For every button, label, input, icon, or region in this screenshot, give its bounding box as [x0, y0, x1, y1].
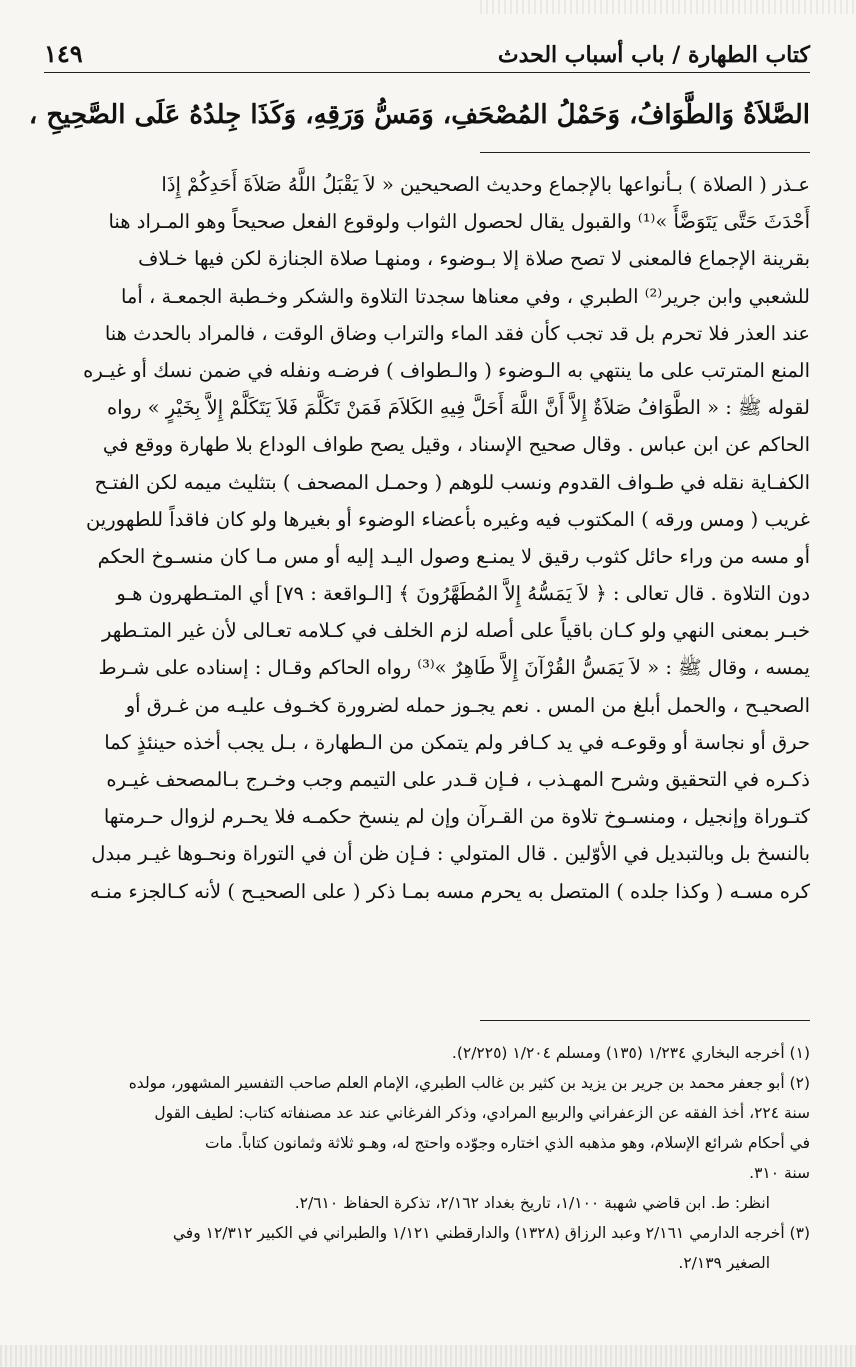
commentary-line: الكفـاية نقله في طـواف القدوم ونسب للوهم ( وحمـل المصحف ) بتثليث ميمه لكن الفتـح	[94, 470, 810, 494]
commentary-line: عـذر ( الصلاة ) بـأنواعها بالإجماع وحديث الصحيحين « لاَ يَقْبَلُ اللَّهُ صَلاَةَ أَحَدِكُمْ إِذَا	[161, 173, 810, 196]
commentary-line: الحاكم عن ابن عباس . وقال صحيح الإسناد ، وقيل يصح طواف الوداع بلا طهارة ووقع في	[102, 433, 810, 457]
commentary-line: يمسه ، وقال ﷺ : « لاَ يَمَسُّ القُرْآنَ إِلاَّ طَاهِرٌ »⁽³⁾ رواه الحاكم وقـال : إسناده على شـرط	[98, 656, 810, 680]
commentary-line: ذكـره في التحقيق وشرح المهـذب ، فـإن قـدر على التيمم وجب وخـرج بـالمصحف غيـره	[106, 768, 810, 791]
commentary-line: خبـر بمعنى النهي ولو كـان باقياً على أصله لزم الخلف في كـلامه تعـالى لأن غير المتـطهر	[102, 619, 810, 643]
matn-divider	[480, 152, 810, 153]
footnote-2-cont: سنة ٢٢٤، أخذ الفقه عن الزعفراني والربيع المرادي، وذكر الفرغاني عند عد مصنفاته كتاب: لطيف القول	[154, 1104, 810, 1122]
commentary-line: أَحْدَثَ حَتَّى يَتَوَضَّأَ »⁽¹⁾ والقبول يقال لحصول الثواب ولوقوع الفعل صحيحاً وهو المـراد هنا	[108, 210, 810, 234]
footnote-3-cont: الصغير ٢/١٣٩.	[678, 1254, 770, 1272]
commentary-line: غريب ( ومس ورقه ) المكتوب فيه وغيره بأعضاء الوضوء أو بغيرها ولو كان فاقداً للطهورين	[85, 507, 810, 531]
footnote-2-references: انظر: ط. ابن قاضي شهبة ١/١٠٠، تاريخ بغداد ٢/١٦٢، تذكرة الحفاظ ٢/٦١٠.	[294, 1194, 770, 1212]
footnote-divider	[480, 1020, 810, 1021]
commentary-line: عند العذر فلا تحرم بل قد تجب كأن فقد الماء والتراب وضاق الوقت ، فالمراد بالحدث هنا	[104, 321, 810, 345]
commentary-line: كتـوراة وإنجيل ، ومنسـوخ تلاوة من القـرآن وإن لم ينسخ حكمـه فلا يحـرم لزوال حـرمتها	[103, 805, 810, 829]
commentary-line: أو مسه من وراء حائل كثوب رقيق لا يمنـع وصول اليـد إليه أو مس مـا كان منسـوخ الحكم	[97, 544, 810, 568]
footnote-3: (٣) أخرجه الدارمي ٢/١٦١ وعبد الرزاق (١٣٢٨) والدارقطني ١/١٢١ والطبراني في الكبير ١٢/٣١٢ وفي	[172, 1224, 810, 1242]
commentary-line: كره مسـه ( وكذا جلده ) المتصل به يحرم مسه بمـا ذكر ( على الصحيـح ) لأنه كـالجزء منـه	[89, 879, 810, 903]
commentary-line: الصحيـح ، والحمل أبلغ من المس . نعم يجـوز حمله لضرورة كخـوف عليـه من غـرق أو	[125, 693, 810, 717]
commentary-line: المنع المترتب على ما ينتهي به الـوضوء ( والـطواف ) فرضـه ونفله في ضمن نسك أو غيـره	[83, 358, 810, 382]
page-header	[44, 28, 810, 73]
footnote-1: (١) أخرجه البخاري ١/٢٣٤ (١٣٥) ومسلم ١/٢٠٤ (٢/٢٢٥).	[451, 1044, 810, 1062]
page-number: ١٤٩	[44, 39, 83, 68]
commentary-line: لقوله ﷺ : « الطَّوَافُ صَلاَةٌ إِلاَّ أَنَّ اللَّهَ أَحَلَّ فِيهِ الكَلاَمَ فَمَنْ تَكَلَّمَ فَلاَ يَتَكَلَّمْ إِلاَّ بِخَيْرٍ » رواه	[107, 396, 810, 420]
footnote-2-cont: في أحكام شرائع الإسلام، وهو مذهبه الذي اختاره وجوّده واحتج له، وهـو ثلاثة وثمانون كتاباً. مات	[205, 1134, 810, 1152]
footnote-2-cont: سنة ٣١٠.	[749, 1164, 810, 1182]
commentary-line: دون التلاوة . قال تعالى : ﴿ لاَ يَمَسُّهُ إِلاَّ المُطَهَّرُونَ ﴾ [الـواقعة : ٧٩] أي المتـطهرون هـو	[116, 582, 810, 606]
footnote-2: (٢) أبو جعفر محمد بن جرير بن يزيد بن كثير بن غالب الطبري، الإمام العلم صاحب التفسير المشهور، مولده	[128, 1074, 810, 1092]
scan-artifact-top	[480, 0, 856, 14]
commentary	[44, 166, 810, 910]
commentary-line: للشعبي وابن جرير⁽²⁾ الطبري ، وفي معناها سجدتا التلاوة والشكر وخـطبة الجمعـة ، أما	[120, 284, 810, 308]
matn-text: الصَّلاَةُ وَالطَّوَافُ، وَحَمْلُ المُصْحَفِ، وَمَسُّ وَرَقِهِ، وَكَذَا جِلدُهُ عَلَى الصَّحِيحِ ،	[28, 100, 810, 130]
commentary-line: بقرينة الإجماع فالمعنى لا تصح صلاة إلا بـوضوء ، ومنهـا صلاة الجنازة لكن فيها خـلاف	[138, 247, 810, 271]
running-head: كتاب الطهارة / باب أسباب الحدث	[497, 42, 810, 68]
footnotes	[44, 1038, 810, 1278]
commentary-line: حرق أو نجاسة أو وقوعـه في يد كـافر ولم يتمكن من الـطهارة ، بـل يجب أخذه حينئذٍ كما	[104, 730, 810, 754]
scan-artifact-bottom	[0, 1345, 856, 1367]
commentary-line: بالنسخ بل وبالتبديل في الأوّلين . قال المتولي : فـإن ظن أن في التوراة ونحـوها غيـر مبدل	[91, 842, 810, 866]
